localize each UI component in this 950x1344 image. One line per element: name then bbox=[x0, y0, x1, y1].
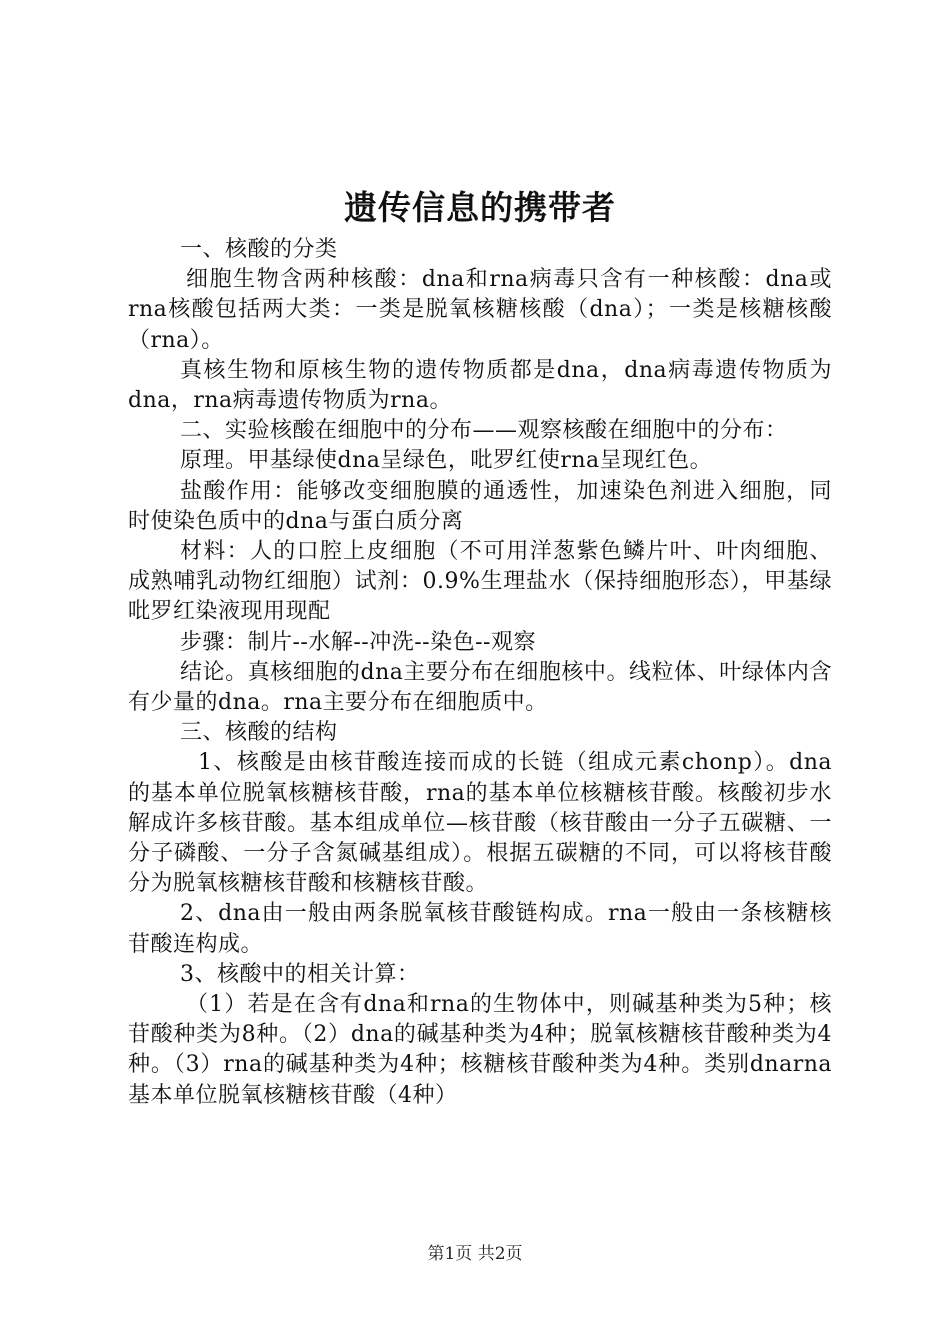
document-title: 遗传信息的携带者 bbox=[344, 188, 616, 227]
paragraph-hydrochloric-acid: 盐酸作用：能够改变细胞膜的通透性，加速染色剂进入细胞，同时使染色质中的dna与蛋白质分离 bbox=[128, 478, 832, 534]
paragraph-materials: 材料：人的口腔上皮细胞（不可用洋葱紫色鳞片叶、叶肉细胞、成熟哺乳动物红细胞）试剂：0.9%生理盐水（保持细胞形态），甲基绿吡罗红染液现用现配 bbox=[128, 539, 832, 625]
paragraph-nucleic-acid-types: 细胞生物含两种核酸：dna和rna病毒只含有一种核酸：dna或rna核酸包括两大类：一类是脱氧核糖核酸（dna）；一类是核糖核酸（rna）。 bbox=[128, 267, 832, 353]
paragraph-structure-1: 1、核酸是由核苷酸连接而成的长链（组成元素chonp）。dna的基本单位脱氧核糖核苷酸，rna的基本单位核糖核苷酸。核酸初步水解成许多核苷酸。基本组成单位—核苷酸（核苷酸由一分子五碳糖、一分子磷酸、一分子含氮碱基组成）。根据五碳糖的不同，可以将核苷酸分为脱氧核糖核苷酸和核糖核苷酸。 bbox=[128, 750, 832, 897]
section-heading-structure: 三、核酸的结构 bbox=[180, 720, 338, 746]
paragraph-structure-2: 2、dna由一般由两条脱氧核苷酸链构成。rna一般由一条核糖核苷酸连构成。 bbox=[128, 901, 832, 957]
paragraph-genetic-material: 真核生物和原核生物的遗传物质都是dna，dna病毒遗传物质为dna，rna病毒遗传物质为rna。 bbox=[128, 357, 832, 414]
paragraph-conclusion: 结论。真核细胞的dna主要分布在细胞核中。线粒体、叶绿体内含有少量的dna。rna主要分布在细胞质中。 bbox=[128, 659, 832, 716]
section-heading-experiment: 二、实验核酸在细胞中的分布——观察核酸在细胞中的分布： bbox=[180, 418, 788, 444]
document-page bbox=[128, 183, 832, 1111]
section-heading-classification: 一、核酸的分类 bbox=[180, 237, 338, 262]
paragraph-principle: 原理。甲基绿使dna呈绿色，吡罗红使rna呈现红色。 bbox=[180, 448, 713, 474]
paragraph-calculation-details: （1）若是在含有dna和rna的生物体中，则碱基种类为5种；核苷酸种类为8种。（2）dna的碱基种类为4种；脱氧核糖核苷酸种类为4种。（3）rna的碱基种类为4种；核糖核苷酸种类为4种。类别dnarna基本单位脱氧核糖核苷酸（4种） bbox=[128, 992, 832, 1108]
paragraph-calculation-heading: 3、核酸中的相关计算： bbox=[180, 961, 420, 987]
paragraph-steps: 步骤：制片--水解--冲洗--染色--观察 bbox=[180, 629, 536, 655]
page-footer: 第1页 共2页 bbox=[427, 1244, 523, 1264]
